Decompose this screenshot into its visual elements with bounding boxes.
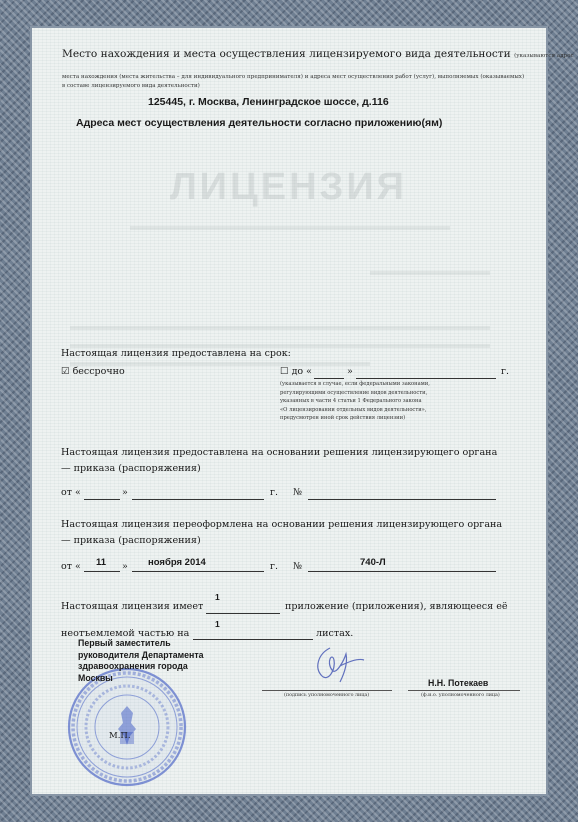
addresses-appendix-note: Адреса мест осуществления деятельности согласно приложению(ям) <box>76 117 443 129</box>
watermark-line <box>370 271 490 275</box>
reissue-year-suffix: г. <box>270 561 278 572</box>
location-note: места нахождения (места жительства – для индивидуального предпринимателя) и адреса мест осуществления работ (услуг), выполняемых (оказываемых) <box>62 74 525 80</box>
signatory-position-line: руководителя Департамента <box>78 649 204 660</box>
signatory-name: Н.Н. Потекаев <box>428 678 489 688</box>
location-heading-text: Место нахождения и места осуществления лицензируемого вида деятельности <box>62 48 511 60</box>
appendix-sheets: 1 <box>215 619 220 629</box>
checked-checkbox-icon: ☑ <box>61 366 70 377</box>
until-day-line <box>314 378 344 379</box>
location-heading <box>62 48 574 60</box>
until-quote: » <box>347 366 353 377</box>
appendix-count: 1 <box>215 592 220 602</box>
basis-line2: — приказа (распоряжения) <box>61 463 201 474</box>
basis-year-suffix: г. <box>270 487 278 498</box>
location-heading-note: (указываются адрес <box>514 53 574 59</box>
name-line <box>408 690 520 691</box>
watermark: ЛИЦЕНЗИЯ <box>170 166 407 208</box>
appendix-has-prefix: Настоящая лицензия имеет <box>61 601 204 612</box>
until-option <box>280 366 312 377</box>
reissue-number: 740-Л <box>360 557 386 568</box>
basis-line1: Настоящая лицензия предоставлена на основании решения лицензирующего органа <box>61 447 498 458</box>
reissue-from: от « <box>61 561 81 572</box>
appendix-count-line <box>206 613 280 614</box>
signature-caption: (подпись уполномоченного лица) <box>284 693 370 698</box>
basis-quote: » <box>122 487 128 498</box>
signatory-position-line: Москвы <box>78 672 113 683</box>
reissue-month: ноября 2014 <box>148 557 206 568</box>
signatory-position-line: Первый заместитель <box>78 638 171 648</box>
location-note: в составе лицензируемого вида деятельности) <box>62 83 200 89</box>
reissue-number-sign: № <box>293 561 302 572</box>
term-note-line: регулирующими осуществление видов деятельности, <box>280 389 428 396</box>
until-month-line <box>356 378 496 379</box>
unchecked-checkbox-icon: ☐ <box>280 366 289 377</box>
indefinite-label: бессрочно <box>72 366 125 377</box>
term-note-line: «О лицензировании отдельных видов деятельности», <box>280 406 427 413</box>
signature-line <box>262 690 392 691</box>
watermark-line <box>130 226 450 230</box>
reissue-day: 11 <box>96 557 107 568</box>
reissue-line1: Настоящая лицензия переоформлена на основании решения лицензирующего органа <box>61 519 503 530</box>
term-note <box>280 380 430 423</box>
stamp-place-label: М.П. <box>109 731 131 741</box>
basis-day-line <box>84 499 120 500</box>
basis-month-line <box>132 499 264 500</box>
signatory-position <box>78 638 204 684</box>
term-note-line: (указывается в случае, если федеральными законами, <box>280 381 430 387</box>
reissue-number-line <box>308 571 496 572</box>
term-note-line: предусмотрен иной срок действия лицензии) <box>280 415 406 422</box>
watermark-line <box>70 326 490 330</box>
basis-number-sign: № <box>293 487 302 498</box>
address-value: 125445, г. Москва, Ленинградское шоссе, д.116 <box>148 96 389 108</box>
reissue-line2: — приказа (распоряжения) <box>61 535 201 546</box>
reissue-month-line <box>132 571 264 572</box>
appendix-sheets-line <box>193 639 313 640</box>
handwritten-signature <box>310 640 370 684</box>
signatory-position-line: здравоохранения города <box>78 661 188 671</box>
until-year-suffix: г. <box>501 366 509 377</box>
appendix-has-suffix: приложение (приложения), являющееся её <box>285 601 508 612</box>
reissue-day-line <box>84 571 120 572</box>
name-caption: (ф.и.о. уполномоченного лица) <box>421 693 500 698</box>
until-prefix: до « <box>291 366 312 377</box>
indefinite-option <box>61 366 125 377</box>
appendix-integral: неотъемлемой частью на <box>61 628 190 639</box>
document-sheet <box>30 26 574 796</box>
basis-number-line <box>308 499 496 500</box>
appendix-sheets-suffix: листах. <box>316 628 354 639</box>
term-label: Настоящая лицензия предоставлена на срок: <box>61 348 291 359</box>
term-note-line: указанных в части 4 статьи 1 Федерального закона <box>280 398 422 405</box>
basis-from: от « <box>61 487 81 498</box>
reissue-quote: » <box>122 561 128 572</box>
